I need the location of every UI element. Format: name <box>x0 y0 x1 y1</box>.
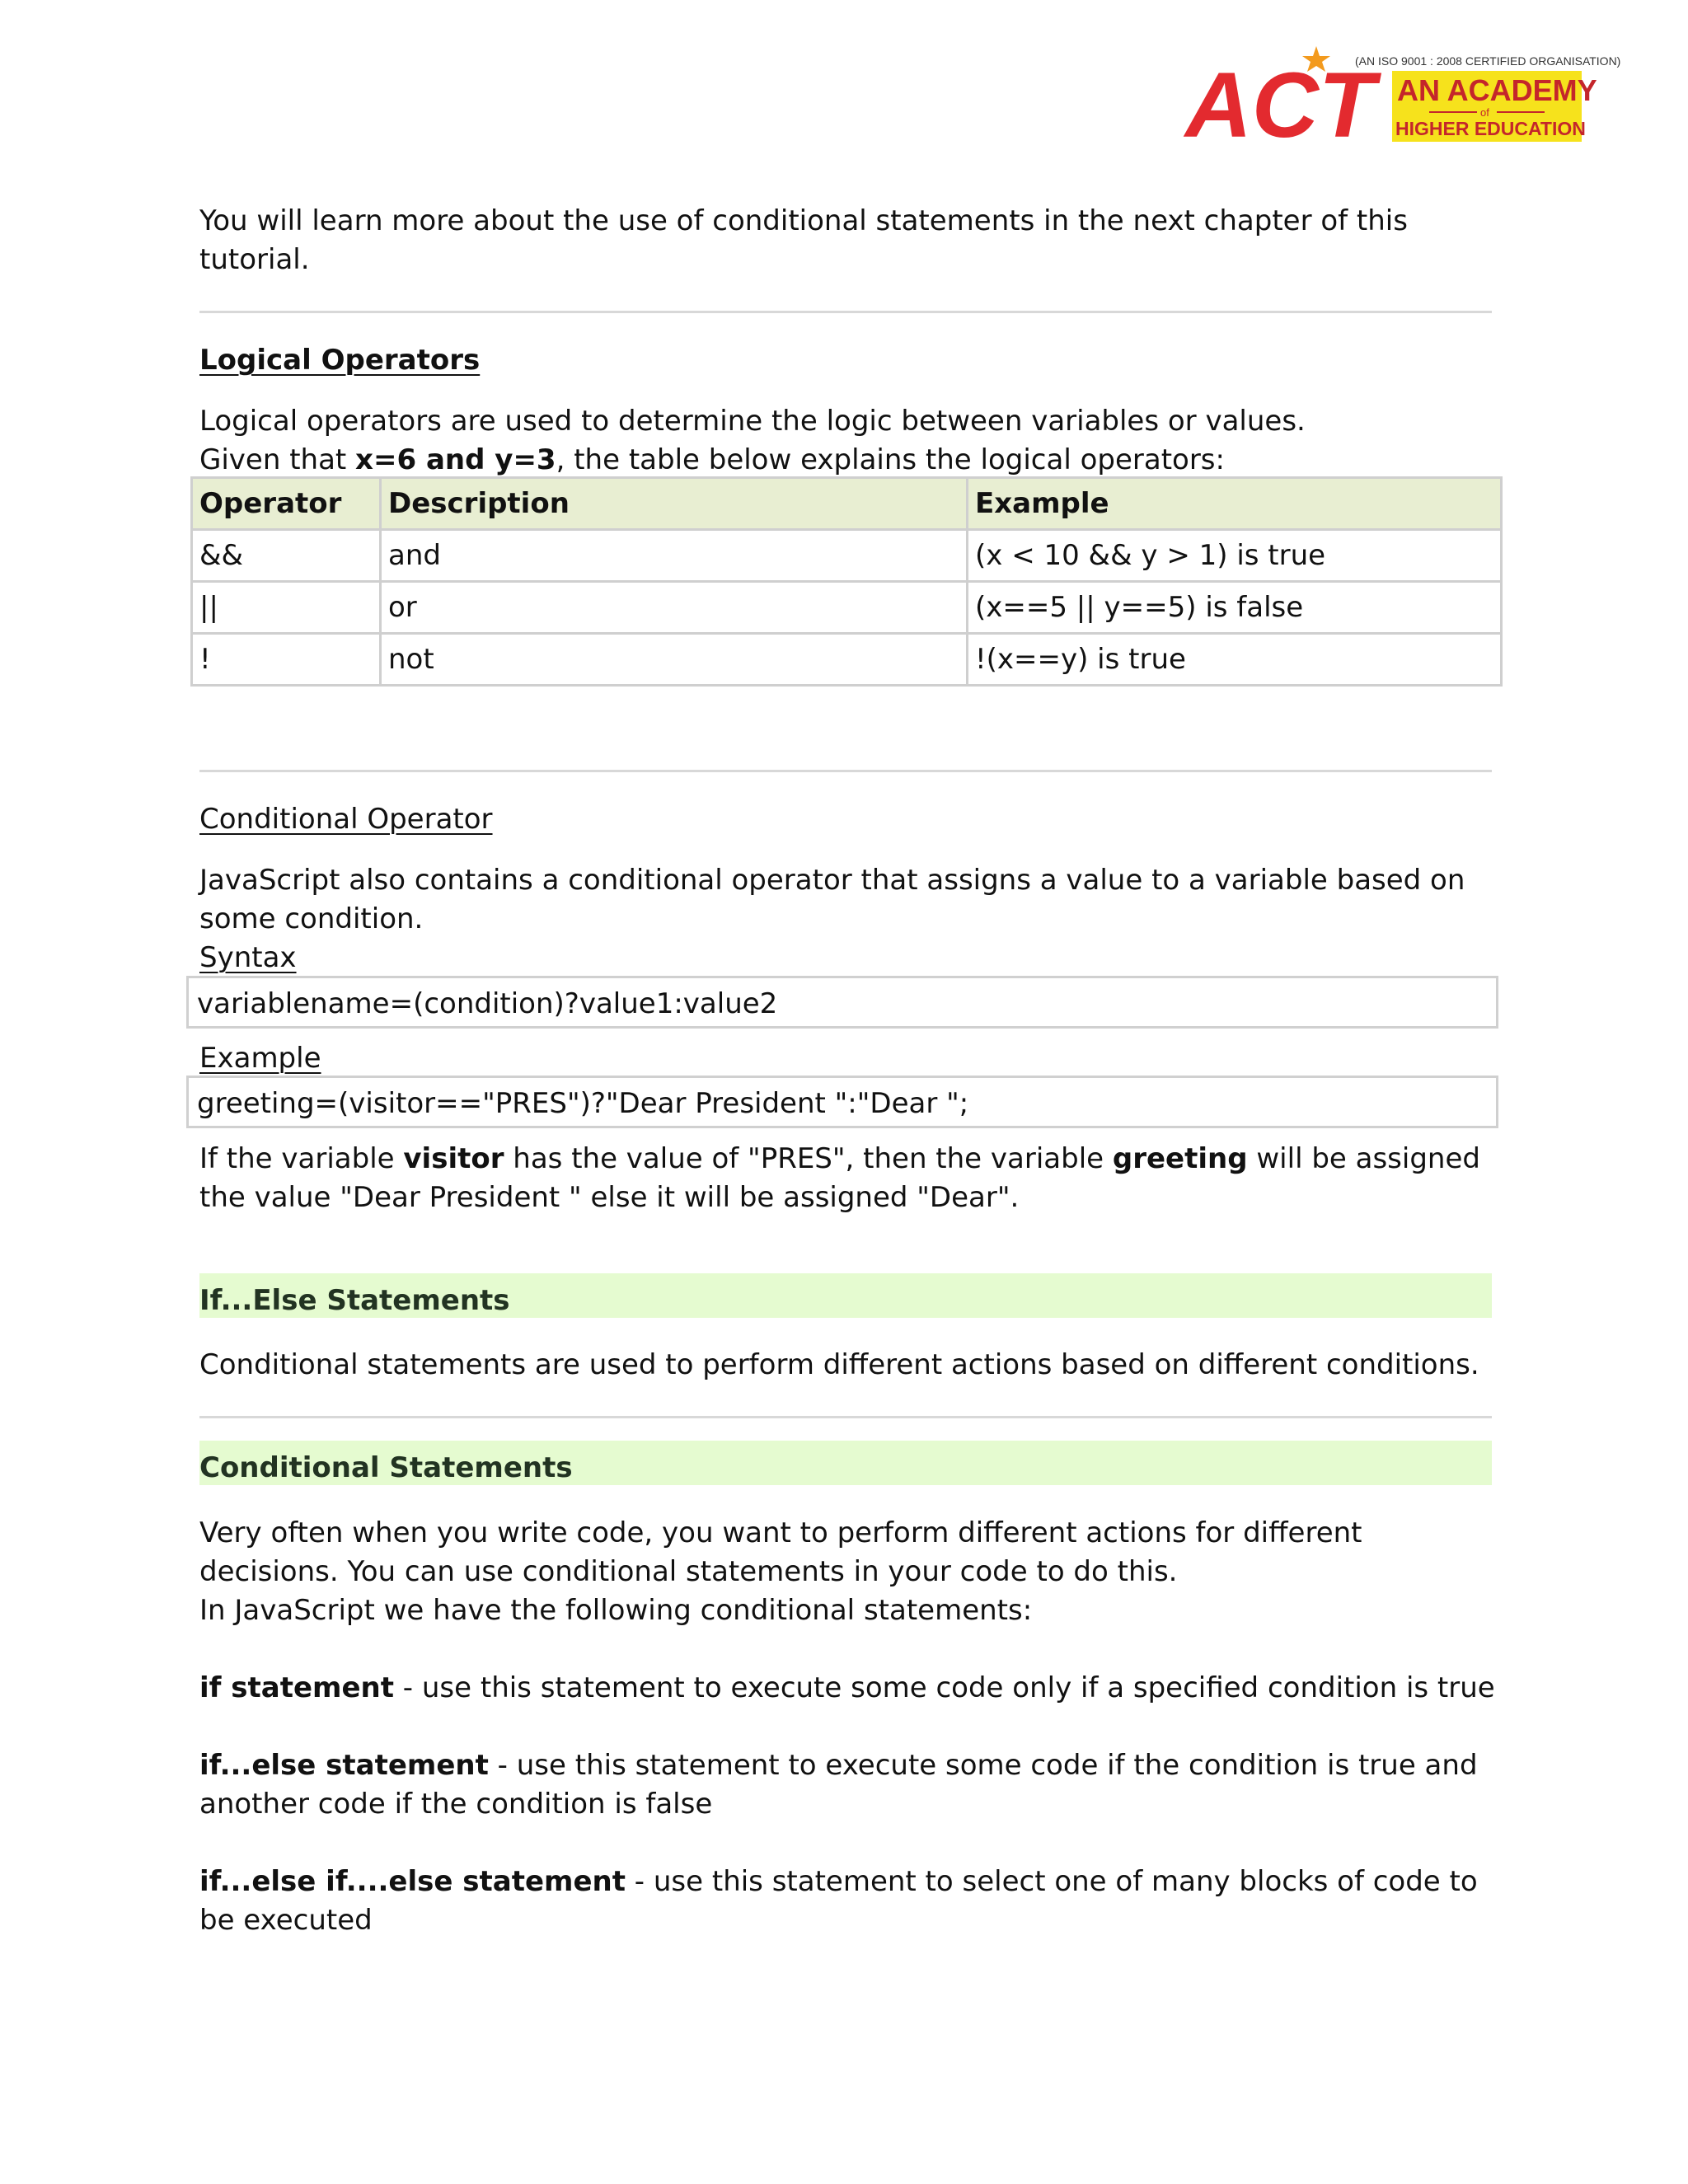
table-row <box>192 530 1502 582</box>
act-logo <box>1182 41 1621 157</box>
table-cell: and <box>381 530 968 582</box>
table-header-cell: Example <box>968 478 1502 530</box>
logo-iso-text: (AN ISO 9001 : 2008 CERTIFIED ORGANISATION) <box>1355 54 1621 68</box>
ifelse-heading: If...Else Statements <box>199 1273 1492 1318</box>
table-row <box>192 582 1502 634</box>
cond-p3: In JavaScript we have the following conditional statements: <box>199 1594 1033 1627</box>
table-cell: (x < 10 && y > 1) is true <box>968 530 1502 582</box>
table-cell: or <box>381 582 968 634</box>
conditional-explanation-2: the value "Dear President " else it will be assigned "Dear". <box>199 1181 1020 1214</box>
table-row <box>192 634 1502 686</box>
logical-operators-table <box>190 476 1503 687</box>
table-header-row <box>192 478 1502 530</box>
intro-line-2: tutorial. <box>199 243 310 276</box>
syntax-code-box: variablename=(condition)?value1:value2 <box>186 976 1498 1029</box>
list-item-continuation: another code if the condition is false <box>199 1788 713 1821</box>
logo-line1: AN ACADEMY <box>1397 73 1597 107</box>
cond-p1: Very often when you write code, you want to perform different actions for different <box>199 1516 1362 1549</box>
list-item-continuation: be executed <box>199 1904 373 1937</box>
logo-brand-text: ACT <box>1185 54 1376 157</box>
logical-given: Given that x=6 and y=3, the table below explains the logical operators: <box>199 443 1225 476</box>
cond-p2: decisions. You can use conditional statements in your code to do this. <box>199 1555 1178 1588</box>
table-header-cell: Operator <box>192 478 381 530</box>
table-cell: ! <box>192 634 381 686</box>
table-cell: (x==5 || y==5) is false <box>968 582 1502 634</box>
divider <box>199 1416 1492 1418</box>
intro-line-1: You will learn more about the use of conditional statements in the next chapter of this <box>199 204 1408 237</box>
logical-operators-heading: Logical Operators <box>199 344 481 377</box>
divider <box>199 311 1492 313</box>
conditional-operator-heading: Conditional Operator <box>199 803 493 836</box>
list-item: if statement - use this statement to execute some code only if a specified condition is true <box>199 1671 1495 1704</box>
table-cell: || <box>192 582 381 634</box>
logical-desc: Logical operators are used to determine the logic between variables or values. <box>199 405 1306 438</box>
table-cell: && <box>192 530 381 582</box>
act-logo-graphic <box>1182 41 1621 157</box>
table-header-cell: Description <box>381 478 968 530</box>
syntax-label: Syntax <box>199 941 297 974</box>
example-code-box: greeting=(visitor=="PRES")?"Dear President ":"Dear "; <box>186 1076 1498 1128</box>
conditional-explanation-1: If the variable visitor has the value of "PRES", then the variable greeting will be assigned <box>199 1142 1480 1175</box>
table-cell: !(x==y) is true <box>968 634 1502 686</box>
table-cell: not <box>381 634 968 686</box>
divider <box>199 770 1492 772</box>
list-item: if...else if....else statement - use this statement to select one of many blocks of code to <box>199 1865 1478 1898</box>
ifelse-desc: Conditional statements are used to perform different actions based on different conditions. <box>199 1348 1479 1381</box>
logo-of: of <box>1480 106 1489 119</box>
example-label: Example <box>199 1042 321 1075</box>
conditional-statements-heading: Conditional Statements <box>199 1441 1492 1485</box>
conditional-desc-1: JavaScript also contains a conditional operator that assigns a value to a variable based on <box>199 864 1465 897</box>
list-item: if...else statement - use this statement to execute some code if the condition is true and <box>199 1749 1478 1782</box>
logo-line2: HIGHER EDUCATION <box>1395 118 1586 139</box>
conditional-desc-2: some condition. <box>199 902 424 935</box>
